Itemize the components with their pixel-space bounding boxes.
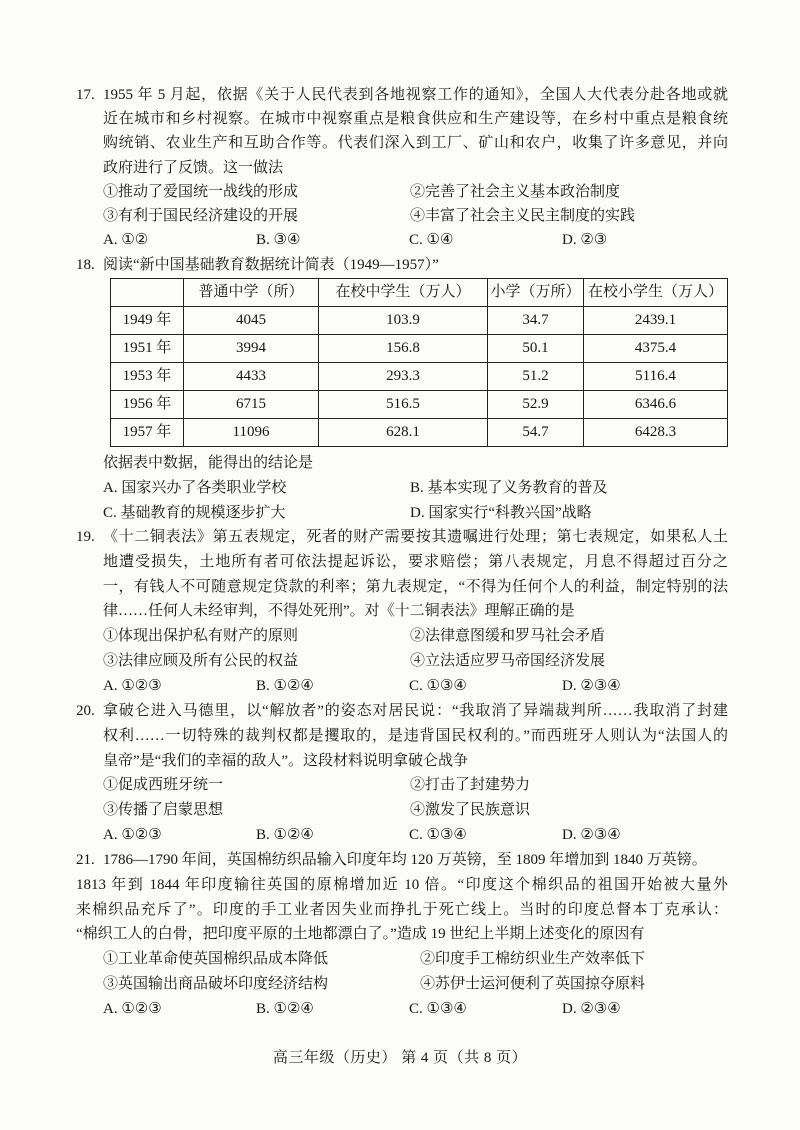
stem-line: “棉织工人的白骨，把印度平原的土地都漂白了。”造成 19 世纪上半期上述变化的原因有	[76, 926, 645, 943]
stem-line: 律……任何人未经审判，不得处死刑”。对《十二铜表法》理解正确的是	[103, 603, 575, 620]
question-body	[103, 253, 728, 278]
statement-2: ②法律意图缓和罗马社会矛盾	[410, 628, 606, 645]
table-cell: 628.1	[319, 419, 488, 447]
statement-row	[103, 798, 728, 823]
choice-b: B. ③④	[256, 232, 301, 249]
question-body	[103, 699, 728, 848]
stem-line: 1786—1790 年间，英国棉纺织品输入印度年均 120 万英镑，至 1809 年增加到 1840 万英镑。	[103, 852, 707, 868]
table-cell: 51.2	[488, 363, 584, 391]
choice-c: C. ①③④	[409, 677, 467, 694]
statement-row	[103, 204, 728, 228]
statement-2: ②完善了社会主义基本政治制度	[410, 183, 621, 200]
table-row	[111, 419, 728, 447]
stem-line: 来棉织品充斥了”。印度的手工业者因失业而挣扎于死亡线上。当时的印度总督本丁克承认：	[76, 901, 728, 918]
table-cell: 3994	[184, 335, 319, 363]
choice-b: B. 基本实现了义务教育的普及	[410, 479, 608, 496]
table-row	[111, 363, 728, 391]
table-cell: 6715	[184, 391, 319, 419]
choice-a: A. 国家兴办了各类职业学校	[103, 479, 287, 496]
question-body	[103, 83, 728, 252]
question-number: 19.	[76, 529, 95, 545]
table-cell: 34.7	[488, 307, 584, 335]
row-year: 1956 年	[111, 391, 184, 419]
statement-row	[103, 649, 728, 674]
choice-d: D. ②③④	[562, 826, 621, 843]
statement-1: ①推动了爱国统一战线的形成	[103, 183, 299, 200]
choice-b: B. ①②④	[256, 677, 314, 694]
table-cell: 50.1	[488, 335, 584, 363]
table-cell: 11096	[184, 419, 319, 447]
column-header: 普通中学（所）	[184, 279, 319, 307]
answer-choices-row	[103, 476, 728, 501]
table-row	[111, 335, 728, 363]
row-year: 1953 年	[111, 363, 184, 391]
question-number: 17.	[76, 87, 95, 103]
statement-4: ④丰富了社会主义民主制度的实践	[410, 207, 636, 224]
question-body	[103, 451, 728, 525]
statement-2: ②打击了封建势力	[410, 777, 531, 794]
statement-1: ①促成西班牙统一	[103, 777, 224, 794]
row-year: 1957 年	[111, 419, 184, 447]
statement-row	[103, 947, 728, 972]
stem-line: 近在城市和乡村视察。在城市中视察重点是粮食供应和生产建设等，在乡村中重点是粮食统	[103, 111, 728, 128]
choice-a: A. ①②	[103, 232, 149, 249]
table-corner-cell	[111, 279, 184, 307]
stem-line: 一，有钱人不可随意规定贷款的利率；第九表规定，“不得为任何个人的利益，制定特别的法	[103, 578, 728, 595]
table-cell: 5116.4	[584, 363, 728, 391]
statement-4: ④激发了民族意识	[410, 802, 531, 819]
stem-line: 皇帝”是“我们的幸福的敌人”。这段材料说明拿破仑战争	[103, 752, 468, 769]
answer-choices	[103, 228, 728, 252]
answer-choices	[103, 997, 728, 1022]
row-year: 1951 年	[111, 335, 184, 363]
statement-1: ①体现出保护私有财产的原则	[103, 628, 299, 645]
question-prompt: 依据表中数据，能得出的结论是	[103, 455, 314, 471]
answer-choices	[103, 674, 728, 699]
question-number: 20.	[76, 703, 95, 719]
stem-line: 购统销、农业生产和互助合作等。代表们深入到工厂、矿山和农户，收集了许多意见，并向	[103, 135, 728, 152]
choice-d: D. ②③④	[562, 1000, 621, 1017]
table-cell: 156.8	[319, 335, 488, 363]
choice-d: D. 国家实行“科教兴国”战略	[410, 504, 592, 521]
stem-line: 阅读“新中国基础教育数据统计简表（1949—1957）”	[103, 257, 439, 273]
choice-a: A. ①②③	[103, 1000, 162, 1017]
choice-b: B. ①②④	[256, 826, 314, 843]
table-cell: 52.9	[488, 391, 584, 419]
statement-row	[103, 773, 728, 798]
statement-3: ③有利于国民经济建设的开展	[103, 207, 299, 224]
choice-c: C. ①④	[409, 232, 454, 249]
table-row	[111, 391, 728, 419]
question-number: 18.	[76, 257, 95, 273]
statement-1: ①工业革命使英国棉织品成本降低	[103, 951, 329, 968]
table-cell: 103.9	[319, 307, 488, 335]
statement-4: ④苏伊士运河便利了英国掠夺原料	[420, 975, 646, 992]
table-cell: 293.3	[319, 363, 488, 391]
column-header: 在校中学生（万人）	[319, 279, 488, 307]
choice-b: B. ①②④	[256, 1000, 314, 1017]
table-cell: 4375.4	[584, 335, 728, 363]
stem-line: 1955 年 5 月起，依据《关于人民代表到各地视察工作的通知》，全国人大代表分赴各地或就	[103, 87, 728, 103]
table-cell: 4045	[184, 307, 319, 335]
column-header: 在校小学生（万人）	[584, 279, 728, 307]
statement-3: ③传播了启蒙思想	[103, 802, 224, 819]
table-row	[111, 307, 728, 335]
stem-line: 1813 年到 1844 年印度输往英国的原棉增加近 10 倍。“印度这个棉织品的祖国开始被大量外	[76, 876, 728, 893]
statement-4: ④立法适应罗马帝国经济发展	[410, 652, 606, 669]
choice-d: D. ②③④	[562, 677, 621, 694]
question-number: 21.	[76, 852, 95, 868]
table-cell: 6428.3	[584, 419, 728, 447]
table-cell: 54.7	[488, 419, 584, 447]
statement-row	[103, 624, 728, 649]
page-footer: 高三年级（历史） 第 4 页（共 8 页）	[272, 1050, 528, 1066]
stem-line: 权利……一切特殊的裁判权都是攫取的，是违背国民权利的。”而西班牙人则认为“法国人的	[103, 727, 728, 744]
table-header-row	[111, 279, 728, 307]
statement-3: ③英国输出商品破坏印度经济结构	[103, 975, 329, 992]
statement-2: ②印度手工棉纺织业生产效率低下	[420, 951, 646, 968]
answer-choices	[103, 823, 728, 848]
table-cell: 2439.1	[584, 307, 728, 335]
answer-choices-row	[103, 501, 728, 526]
choice-a: A. ①②③	[103, 826, 162, 843]
stem-line: 《十二铜表法》第五表规定，死者的财产需要按其遗嘱进行处理；第七表规定，如果私人土	[103, 529, 728, 545]
stem-line: 政府进行了反馈。这一做法	[103, 159, 284, 176]
statement-row	[103, 180, 728, 204]
choice-a: A. ①②③	[103, 677, 162, 694]
question-body	[103, 525, 728, 699]
choice-c: C. ①③④	[409, 1000, 467, 1017]
stem-line: 拿破仑进入马德里，以“解放者”的姿态对居民说：“我取消了异端裁判所……我取消了封建	[103, 703, 728, 719]
choice-c: C. ①③④	[409, 826, 467, 843]
education-statistics-table	[110, 278, 728, 447]
stem-line: 地遭受损失，土地所有者可依法提起诉讼，要求赔偿；第八表规定，月息不得超过百分之	[103, 553, 728, 570]
choice-c: C. 基础教育的规模逐步扩大	[103, 504, 286, 521]
choice-d: D. ②③	[562, 232, 608, 249]
table-cell: 516.5	[319, 391, 488, 419]
statement-row	[103, 972, 728, 997]
table-cell: 4433	[184, 363, 319, 391]
statement-3: ③法律应顾及所有公民的权益	[103, 652, 299, 669]
column-header: 小学（万所）	[488, 279, 584, 307]
row-year: 1949 年	[111, 307, 184, 335]
table-cell: 6346.6	[584, 391, 728, 419]
